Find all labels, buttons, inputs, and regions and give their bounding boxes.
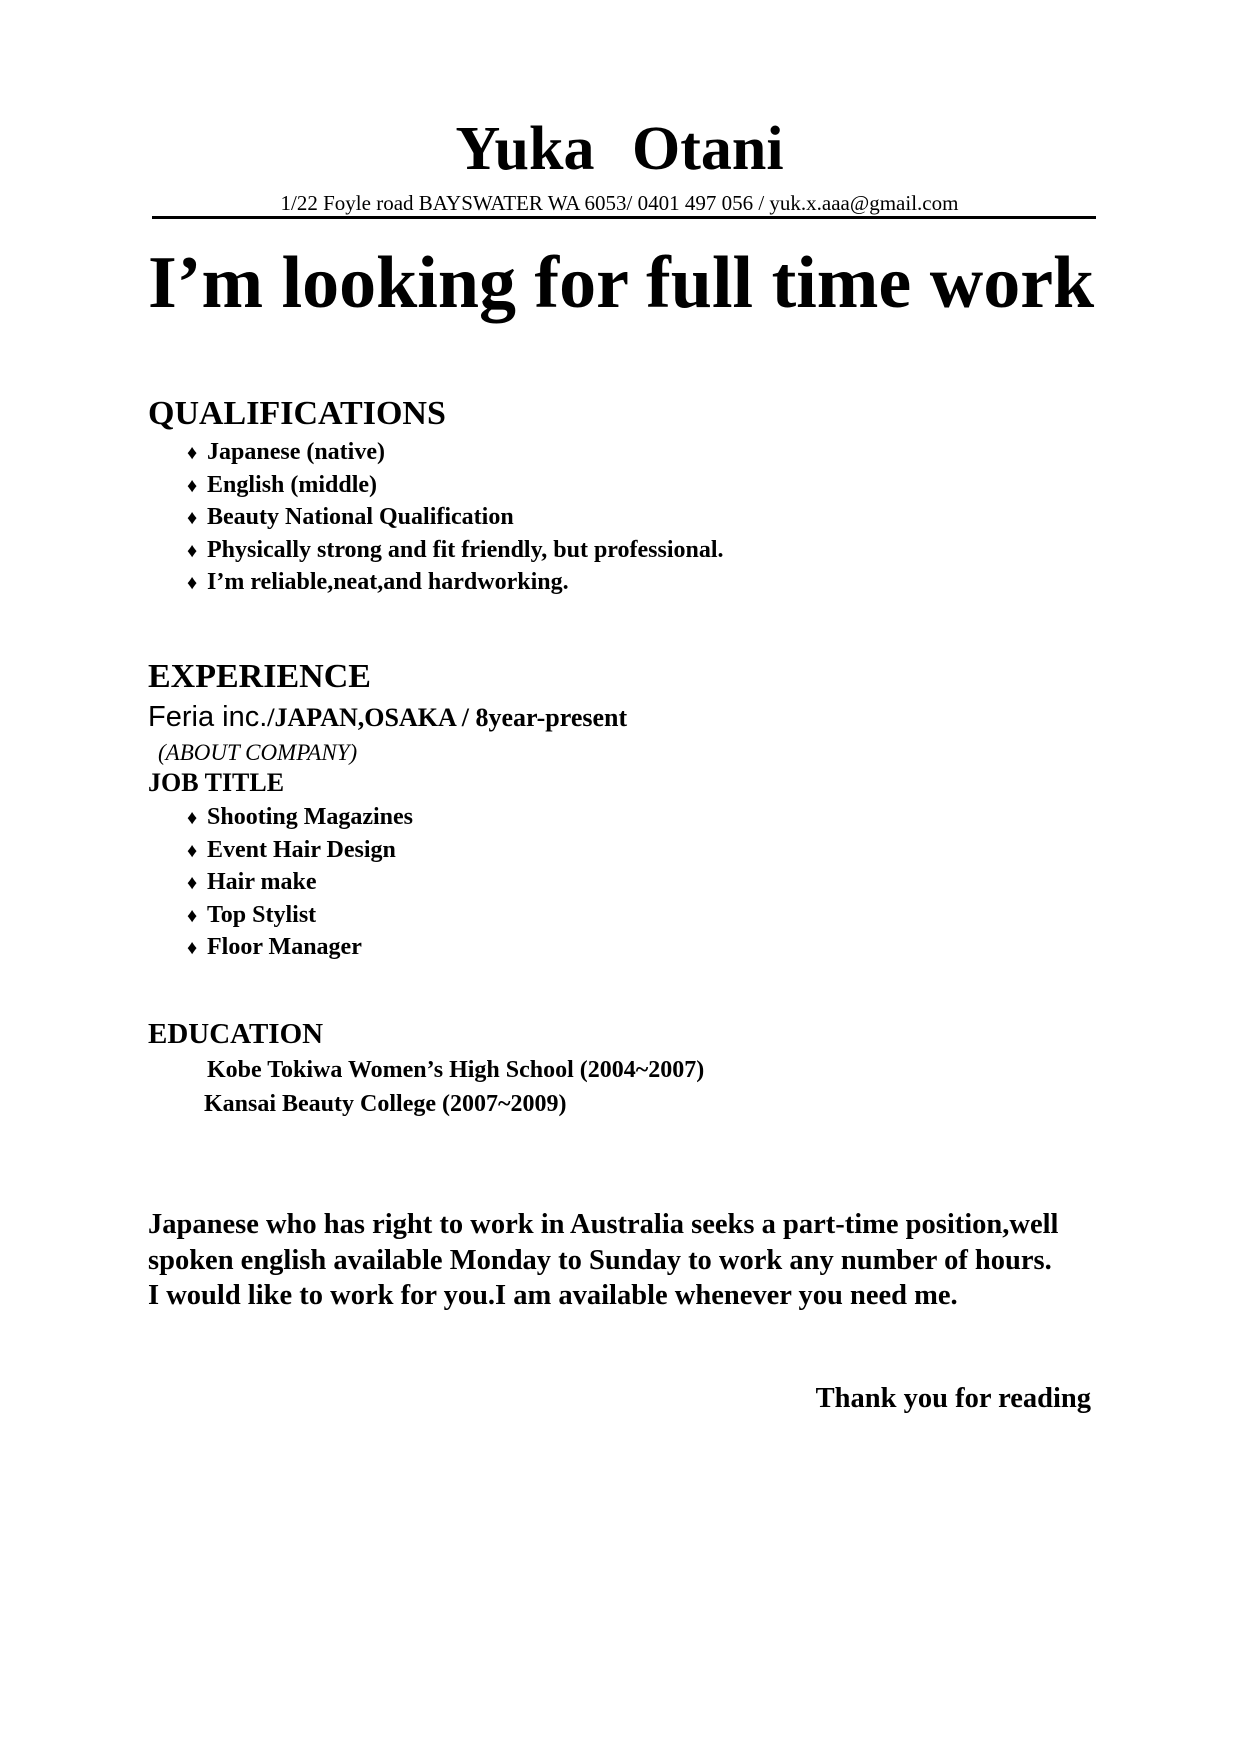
list-item: ♦ Top Stylist bbox=[187, 900, 413, 933]
header-divider bbox=[152, 216, 1096, 219]
about-company: (ABOUT COMPANY) bbox=[158, 740, 358, 765]
diamond-bullet-icon: ♦ bbox=[187, 442, 198, 464]
list-item: ♦ Beauty National Qualification bbox=[187, 502, 724, 535]
education-item: Kansai Beauty College (2007~2009) bbox=[204, 1091, 567, 1117]
diamond-bullet-icon: ♦ bbox=[187, 839, 198, 862]
headline: I’m looking for full time work bbox=[148, 242, 1095, 324]
list-item: ♦ Event Hair Design bbox=[187, 835, 413, 868]
job-title-label: JOB TITLE bbox=[148, 768, 285, 797]
list-item: ♦ Floor Manager bbox=[187, 932, 413, 965]
list-item: ♦ Physically strong and fit friendly, but professional. bbox=[187, 535, 724, 568]
closing-line: Thank you for reading bbox=[815, 1383, 1091, 1414]
list-item: ♦ Japanese (native) bbox=[187, 437, 724, 470]
education-item: Kobe Tokiwa Women’s High School (2004~2007) bbox=[207, 1057, 705, 1083]
diamond-bullet-icon: ♦ bbox=[187, 872, 198, 894]
education-heading: EDUCATION bbox=[148, 1018, 324, 1050]
diamond-bullet-icon: ♦ bbox=[187, 539, 198, 562]
company-details: /JAPAN,OSAKA / 8year-present bbox=[267, 703, 628, 732]
diamond-bullet-icon: ♦ bbox=[187, 937, 198, 959]
experience-heading: EXPERIENCE bbox=[148, 658, 371, 695]
company-name: Feria inc. bbox=[148, 701, 268, 733]
diamond-bullet-icon: ♦ bbox=[187, 474, 198, 497]
qualifications-heading: QUALIFICATIONS bbox=[148, 395, 446, 432]
list-item: ♦ English (middle) bbox=[187, 470, 724, 503]
diamond-bullet-icon: ♦ bbox=[187, 904, 198, 927]
list-item: ♦ I’m reliable,neat,and hardworking. bbox=[187, 567, 724, 600]
company-line bbox=[148, 703, 627, 732]
diamond-bullet-icon: ♦ bbox=[187, 807, 198, 829]
diamond-bullet-icon: ♦ bbox=[187, 572, 198, 594]
list-item: ♦ Shooting Magazines bbox=[187, 802, 413, 835]
qualifications-list bbox=[187, 437, 724, 600]
contact-details: 1/22 Foyle road BAYSWATER WA 6053/ 0401 497 056 / yuk.x.aaa@gmail.com bbox=[280, 191, 959, 215]
job-title-list bbox=[187, 802, 413, 965]
diamond-bullet-icon: ♦ bbox=[187, 507, 198, 529]
personal-statement bbox=[148, 1207, 1098, 1314]
list-item: ♦ Hair make bbox=[187, 867, 413, 900]
statement-paragraph: I would like to work for you.I am available whenever you need me. bbox=[148, 1280, 958, 1311]
applicant-name: Yuka Otani bbox=[455, 115, 784, 183]
statement-paragraph: Japanese who has right to work in Australia seeks a part-time position,well spoken english available Monday to Sunday to work any number of hours. bbox=[148, 1209, 1059, 1276]
